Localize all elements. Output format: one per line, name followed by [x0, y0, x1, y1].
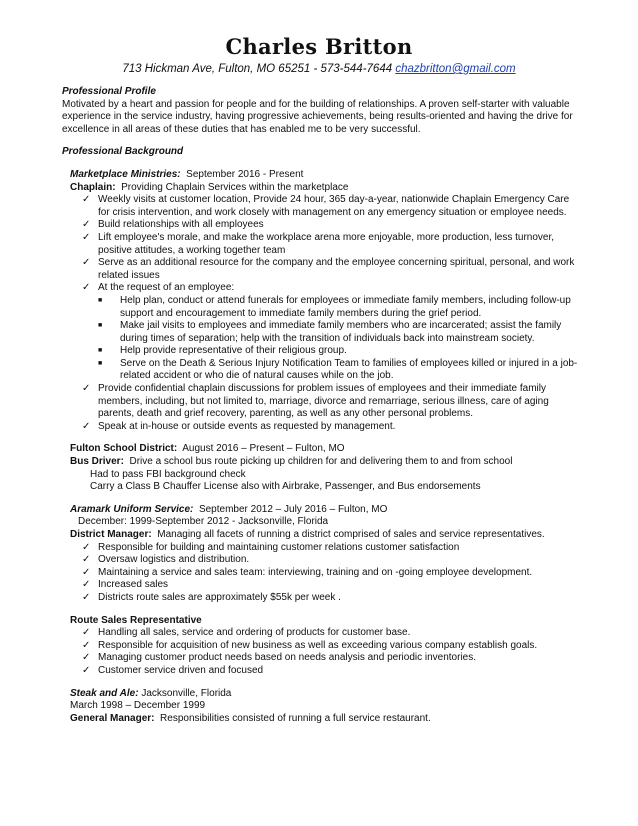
- check-icon: ✓: [82, 231, 91, 243]
- job-org: Steak and Ale:: [70, 687, 139, 699]
- check-icon: ✓: [82, 219, 91, 231]
- email-link[interactable]: chazbritton@gmail.com: [395, 63, 516, 75]
- list-item: ✓ Responsible for acquisition of new business as well as exceeding various company establish goals.: [70, 640, 582, 653]
- check-icon: ✓: [82, 257, 91, 269]
- job-detail: Carry a Class B Chauffer License also with Airbrake, Passenger, and Bus endorsements: [90, 481, 481, 493]
- list-item: ✓ Speak at in-house or outside events as requested by management.: [70, 421, 582, 434]
- job-role: Bus Driver:: [70, 456, 124, 468]
- job-org: Aramark Uniform Service:: [70, 503, 194, 515]
- square-bullet-icon: ■: [98, 359, 103, 367]
- check-icon: ✓: [82, 566, 91, 578]
- list-item: ✓ Increased sales: [70, 579, 582, 592]
- check-icon: ✓: [82, 420, 91, 432]
- sub-list-item: ■ Help plan, conduct or attend funerals for employees or immediate family members, including follow-up support and encouragement to immediate family members during the grief period.: [98, 294, 571, 319]
- list-item: ✓ Serve as an additional resource for the company and the employee concerning spiritual, personal, and work related issues: [70, 257, 582, 282]
- check-icon: ✓: [82, 591, 91, 603]
- check-icon: ✓: [82, 194, 91, 206]
- list-item: ✓ Responsible for building and maintaining customer relations customer satisfaction: [70, 542, 582, 555]
- job-role-desc: Responsibilities consisted of running a full service restaurant.: [160, 712, 431, 724]
- job-location: Jacksonville, Florida: [141, 687, 232, 699]
- list-item: ✓ Maintaining a service and sales team: interviewing, training and on -going employee development.: [70, 567, 582, 580]
- job-dates: August 2016 – Present – Fulton, MO: [182, 443, 345, 455]
- list-item: ✓ Weekly visits at customer location, Provide 24 hour, 365 day-a-year, nationwide Chaplain Emergency Care for crisis intervention, and work closely with management on any emergency situation or employee needs.: [70, 194, 582, 219]
- sub-list-item: ■ Help provide representative of their religious group.: [98, 345, 347, 357]
- profile-text: Motivated by a heart and passion for people and for the building of relationships. A proven self-starter with valuable experience in the service industry, having progressive achievements, being results-oriented and having the drive for excellence in all areas of these duties that has enabled me to be very successful.: [62, 98, 573, 135]
- check-icon: ✓: [82, 627, 91, 639]
- square-bullet-icon: ■: [98, 322, 103, 330]
- sub-list-item: ■ Make jail visits to employees and immediate family members who are incarcerated; assist the family during times of separation; help with the transition of individuals back into mainstream society.: [98, 320, 562, 344]
- candidate-name: Charles Britton: [225, 34, 413, 59]
- list-item: ✓ Build relationships with all employees: [70, 219, 582, 232]
- job-dates: March 1998 – December 1999: [70, 700, 206, 712]
- job-role: Route Sales Representative: [70, 614, 202, 626]
- job-dates: September 2012 – July 2016 – Fulton, MO: [198, 503, 388, 515]
- list-item: ✓ Lift employee's morale, and make the workplace arena more enjoyable, more production, less turnover, positive attitudes, a working together team: [70, 232, 582, 257]
- resume-body: [62, 86, 582, 725]
- background-heading: Professional Background: [62, 146, 184, 158]
- list-item: ✓ Managing customer product needs based on needs analysis and periodic inventories.: [70, 652, 582, 665]
- job-dates: September 2016 - Present: [186, 168, 304, 180]
- job-role: District Manager:: [70, 529, 152, 540]
- job-role-desc: Drive a school bus route picking up children for and delivering them to and from school: [129, 456, 513, 468]
- job-steak-and-ale: [62, 688, 582, 726]
- job-role: Chaplain:: [70, 181, 116, 193]
- job-route-sales: [62, 615, 582, 678]
- list-item: ✓ Provide confidential chaplain discussions for problem issues of employees and their immediate family members, including, but not limited to, marriage, divorce and remarriage, serious illness, care of aging parents, death and grief recovery, parenting, as well as any other personal problems.: [70, 383, 582, 421]
- square-bullet-icon: ■: [98, 347, 103, 355]
- check-icon: ✓: [82, 554, 91, 566]
- job-marketplace: [62, 169, 582, 433]
- list-item: ✓ Handling all sales, service and ordering of products for customer base.: [70, 627, 582, 640]
- check-icon: ✓: [82, 541, 91, 553]
- job-role-desc: Providing Chaplain Services within the marketplace: [121, 181, 349, 193]
- job-role-desc: Managing all facets of running a district comprised of sales and service representatives.: [157, 529, 545, 540]
- contact-line: [0, 63, 638, 75]
- check-icon: ✓: [82, 652, 91, 664]
- check-icon: ✓: [82, 639, 91, 651]
- check-icon: ✓: [82, 282, 91, 294]
- job-dates-2: December: 1999-September 2012 - Jacksonville, Florida: [78, 516, 329, 528]
- check-icon: ✓: [82, 579, 91, 591]
- job-detail: Had to pass FBI background check: [90, 468, 246, 480]
- list-item: ✓ At the request of an employee:: [70, 282, 582, 295]
- job-fulton: [62, 443, 582, 493]
- job-aramark: [62, 504, 582, 605]
- job-org: Marketplace Ministries:: [70, 168, 181, 180]
- job-org: Fulton School District:: [70, 443, 178, 455]
- profile-heading: Professional Profile: [62, 86, 156, 97]
- list-item: ✓ Customer service driven and focused: [70, 665, 582, 678]
- job-role: General Manager:: [70, 712, 155, 724]
- address-phone: 713 Hickman Ave, Fulton, MO 65251 - 573-544-7644: [122, 63, 396, 75]
- check-icon: ✓: [82, 383, 91, 395]
- square-bullet-icon: ■: [98, 296, 103, 304]
- check-icon: ✓: [82, 664, 91, 676]
- list-item: ✓ Districts route sales are approximately $55k per week .: [70, 592, 582, 605]
- list-item: ✓ Oversaw logistics and distribution.: [70, 554, 582, 567]
- sub-list-item: ■ Serve on the Death & Serious Injury Notification Team to families of employees killed or injured in a job-related accident or who die of natural causes while on the job.: [98, 357, 578, 382]
